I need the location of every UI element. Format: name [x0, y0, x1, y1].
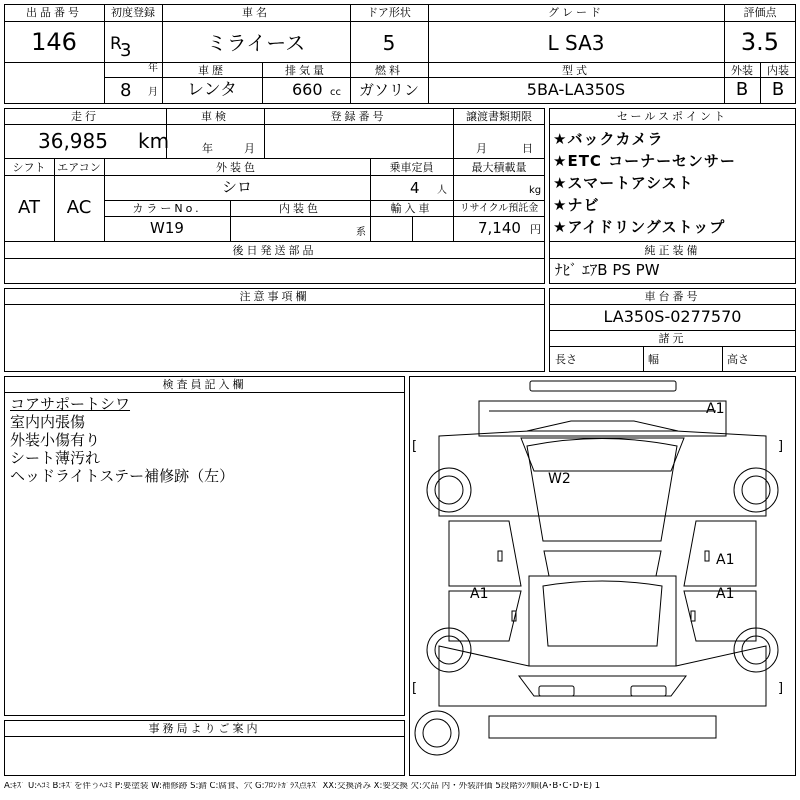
bracket-mark: ] — [778, 681, 784, 696]
displacement-label: 排気量 — [285, 64, 327, 77]
inspector-label: 検査員記入欄 — [162, 378, 247, 391]
sales-points-label: セールスポイント — [616, 110, 728, 123]
ext-color-label: 外装色 — [216, 161, 258, 174]
inspection-label: 車検 — [201, 110, 229, 123]
inspector-note: 室内内張傷 — [10, 413, 86, 431]
door-count: 5 — [382, 31, 396, 55]
inspector-note: シート薄汚れ — [10, 449, 101, 467]
lot-number: 146 — [31, 28, 77, 56]
damage-mark: A1 — [716, 586, 735, 602]
registration-month: 8 — [120, 80, 132, 101]
grade: L SA3 — [547, 31, 605, 55]
cc-unit: cc — [330, 87, 341, 98]
fuel: ガソリン — [358, 81, 419, 99]
inspector-note: ヘッドライトステー補修跡（左） — [10, 467, 235, 485]
bracket-mark: [ — [412, 681, 418, 696]
width-label: 幅 — [648, 353, 659, 366]
mileage: 36,985 — [38, 129, 108, 153]
recycle-label: リサイクル預託金 — [459, 203, 539, 214]
ac-label: エアコン — [57, 161, 101, 174]
inspector-note: 外装小傷有り — [10, 431, 101, 449]
color-no-label: カラーNo. — [132, 202, 202, 215]
caution-label: 注意事項欄 — [239, 290, 310, 303]
length-label: 長さ — [555, 353, 577, 366]
equipment: ﾅﾋﾞ ｴｱB PS PW — [555, 261, 660, 279]
mileage-unit: km — [138, 129, 170, 153]
damage-mark: A1 — [470, 586, 489, 602]
height-label: 高さ — [727, 353, 749, 366]
damage-mark: W2 — [548, 471, 571, 487]
registration-year: 3 — [120, 40, 132, 61]
equipment-label: 純正装備 — [644, 244, 701, 257]
car-diagram — [409, 376, 796, 776]
shift-label: シフト — [12, 161, 46, 174]
import-label: 輸入車 — [390, 202, 433, 215]
inspection-year-unit: 年 — [202, 142, 213, 155]
exterior-grade: B — [735, 79, 749, 100]
exterior-label: 外装 — [731, 64, 753, 77]
int-color-label: 内装色 — [279, 202, 321, 215]
int-color-unit: 系 — [356, 227, 366, 238]
transfer-label: 譲渡書類期限 — [466, 110, 532, 123]
sales-point-item: ★スマートアシスト — [553, 174, 694, 192]
year-unit: 年 — [148, 63, 158, 74]
fuel-label: 燃料 — [375, 64, 403, 77]
month-unit: 月 — [148, 87, 158, 98]
bracket-mark: ] — [778, 439, 784, 454]
sales-point-item: ★ETC コーナーセンサー — [553, 152, 736, 170]
car-name: ミライース — [206, 31, 306, 55]
transfer-day-unit: 日 — [522, 142, 533, 155]
capacity: 4 — [410, 179, 420, 197]
door-label: ドア形状 — [367, 6, 411, 19]
score: 3.5 — [740, 28, 780, 56]
shift: AT — [18, 197, 40, 218]
damage-mark: A1 — [716, 552, 735, 568]
sales-point-item: ★バックカメラ — [553, 130, 664, 148]
legend: A:ｷｽﾞ U:ﾍｺﾐ B:ｷｽﾞを伴うﾍｺﾐ P:要塗装 W:補修跡 S:錆 C:腐食、穴 G:ﾌﾛﾝﾄｶﾞﾗｽ点ｷｽﾞ XX:交換済み X:要交換 欠:欠品 内・外装評価 5段階ﾗﾝｸ順(A･B･C･D･E) 1 — [4, 782, 601, 791]
car-name-label: 車名 — [242, 6, 270, 19]
max-load-label: 最大積載量 — [471, 161, 527, 174]
interior-grade: B — [771, 79, 785, 100]
model-label: 型式 — [562, 64, 590, 77]
dims-label: 諸元 — [658, 332, 687, 345]
bracket-mark: [ — [412, 439, 418, 454]
grade-label: グレード — [548, 6, 604, 19]
recycle-fee: 7,140 — [478, 219, 521, 237]
office-label: 事務局よりご案内 — [148, 722, 261, 735]
capacity-unit: 人 — [437, 185, 447, 196]
era: R — [110, 34, 122, 54]
history: レンタ — [187, 80, 237, 100]
first-registration-label: 初度登録 — [111, 6, 155, 19]
later-parts-label: 後日発送部品 — [232, 244, 317, 257]
color-no: W19 — [150, 219, 184, 237]
score-label: 評価点 — [743, 6, 777, 19]
ac: AC — [66, 197, 92, 218]
plate-label: 登録番号 — [330, 110, 387, 123]
history-label: 車歴 — [198, 64, 226, 77]
sales-point-item: ★アイドリングストップ — [553, 218, 726, 236]
ext-color: シロ — [221, 178, 252, 196]
damage-mark: A1 — [706, 401, 725, 417]
lot-number-label: 出品番号 — [26, 6, 82, 19]
transfer-month-unit: 月 — [476, 142, 487, 155]
model: 5BA-LA350S — [526, 80, 626, 99]
chassis-number: LA350S-0277570 — [603, 307, 742, 326]
inspection-month-unit: 月 — [244, 142, 255, 155]
sales-point-item: ★ナビ — [553, 196, 600, 214]
inspector-note: コアサポートシワ — [10, 395, 131, 413]
kg-unit: kg — [529, 185, 542, 196]
capacity-label: 乗車定員 — [389, 161, 434, 174]
mileage-label: 走行 — [71, 110, 99, 123]
chassis-label: 車台番号 — [644, 290, 701, 303]
displacement: 660 — [292, 80, 323, 99]
interior-label: 内装 — [767, 64, 789, 77]
yen-unit: 円 — [530, 223, 541, 236]
